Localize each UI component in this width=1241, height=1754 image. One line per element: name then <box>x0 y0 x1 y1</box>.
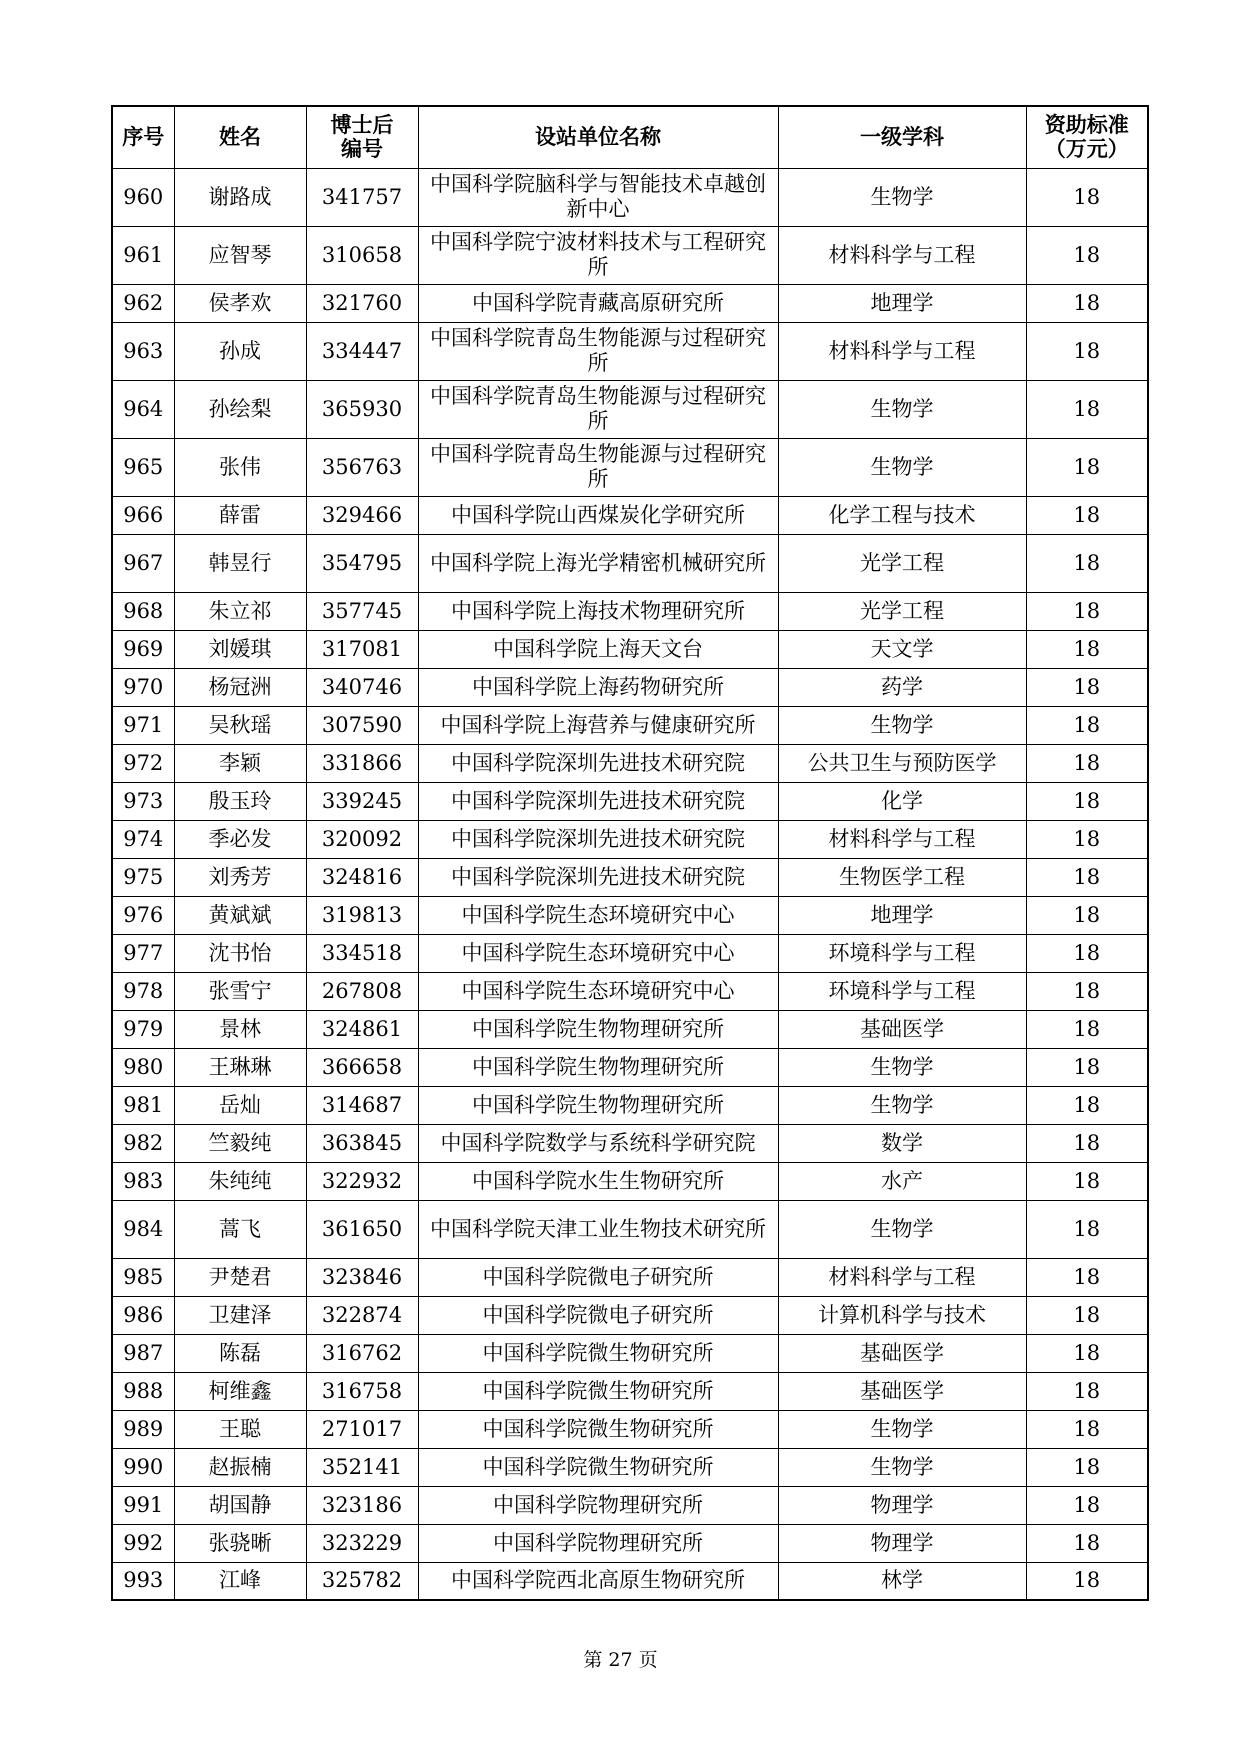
cell-unit: 中国科学院生物物理研究所 <box>418 1086 778 1124</box>
cell-index: 984 <box>112 1200 174 1258</box>
table-row <box>112 284 1148 322</box>
cell-discipline: 药学 <box>778 668 1026 706</box>
cell-funding: 18 <box>1026 1334 1148 1372</box>
cell-name: 薛雷 <box>174 496 306 534</box>
cell-unit: 中国科学院上海营养与健康研究所 <box>418 706 778 744</box>
cell-name: 尹楚君 <box>174 1258 306 1296</box>
cell-postdoc-id: 325782 <box>306 1562 418 1600</box>
cell-name: 谢路成 <box>174 168 306 226</box>
table-row <box>112 1086 1148 1124</box>
cell-discipline: 生物学 <box>778 1200 1026 1258</box>
cell-index: 992 <box>112 1524 174 1562</box>
cell-unit: 中国科学院物理研究所 <box>418 1524 778 1562</box>
cell-name: 黄斌斌 <box>174 896 306 934</box>
cell-funding: 18 <box>1026 284 1148 322</box>
cell-discipline: 生物医学工程 <box>778 858 1026 896</box>
cell-unit: 中国科学院生物物理研究所 <box>418 1048 778 1086</box>
cell-discipline: 环境科学与工程 <box>778 972 1026 1010</box>
cell-name: 应智琴 <box>174 226 306 284</box>
cell-postdoc-id: 331866 <box>306 744 418 782</box>
cell-postdoc-id: 361650 <box>306 1200 418 1258</box>
cell-discipline: 化学工程与技术 <box>778 496 1026 534</box>
cell-unit: 中国科学院微生物研究所 <box>418 1334 778 1372</box>
cell-postdoc-id: 267808 <box>306 972 418 1010</box>
cell-index: 990 <box>112 1448 174 1486</box>
cell-funding: 18 <box>1026 820 1148 858</box>
cell-discipline: 基础医学 <box>778 1372 1026 1410</box>
cell-funding: 18 <box>1026 226 1148 284</box>
cell-discipline: 材料科学与工程 <box>778 226 1026 284</box>
cell-name: 张伟 <box>174 438 306 496</box>
cell-unit: 中国科学院生态环境研究中心 <box>418 972 778 1010</box>
cell-funding: 18 <box>1026 896 1148 934</box>
table-row <box>112 1200 1148 1258</box>
cell-index: 961 <box>112 226 174 284</box>
cell-discipline: 光学工程 <box>778 592 1026 630</box>
cell-name: 竺毅纯 <box>174 1124 306 1162</box>
table-row <box>112 1410 1148 1448</box>
cell-discipline: 基础医学 <box>778 1010 1026 1048</box>
cell-index: 986 <box>112 1296 174 1334</box>
cell-unit: 中国科学院微电子研究所 <box>418 1296 778 1334</box>
cell-index: 981 <box>112 1086 174 1124</box>
cell-postdoc-id: 317081 <box>306 630 418 668</box>
cell-unit: 中国科学院水生生物研究所 <box>418 1162 778 1200</box>
table-row <box>112 934 1148 972</box>
cell-index: 991 <box>112 1486 174 1524</box>
cell-unit: 中国科学院脑科学与智能技术卓越创新中心 <box>418 168 778 226</box>
cell-discipline: 地理学 <box>778 284 1026 322</box>
cell-postdoc-id: 357745 <box>306 592 418 630</box>
cell-index: 989 <box>112 1410 174 1448</box>
cell-unit: 中国科学院深圳先进技术研究院 <box>418 858 778 896</box>
cell-postdoc-id: 323229 <box>306 1524 418 1562</box>
header-postdoc-id: 博士后编号 <box>306 106 418 168</box>
table-row <box>112 858 1148 896</box>
header-name: 姓名 <box>174 106 306 168</box>
cell-postdoc-id: 323846 <box>306 1258 418 1296</box>
cell-name: 张雪宁 <box>174 972 306 1010</box>
table-row <box>112 820 1148 858</box>
table-row <box>112 592 1148 630</box>
cell-unit: 中国科学院上海天文台 <box>418 630 778 668</box>
table-row <box>112 896 1148 934</box>
cell-index: 988 <box>112 1372 174 1410</box>
table-row <box>112 1448 1148 1486</box>
cell-name: 孙成 <box>174 322 306 380</box>
cell-funding: 18 <box>1026 1124 1148 1162</box>
cell-unit: 中国科学院青岛生物能源与过程研究所 <box>418 438 778 496</box>
cell-discipline: 材料科学与工程 <box>778 820 1026 858</box>
cell-index: 982 <box>112 1124 174 1162</box>
cell-discipline: 生物学 <box>778 1048 1026 1086</box>
cell-name: 王琳琳 <box>174 1048 306 1086</box>
cell-postdoc-id: 307590 <box>306 706 418 744</box>
cell-name: 李颖 <box>174 744 306 782</box>
cell-name: 胡国静 <box>174 1486 306 1524</box>
cell-unit: 中国科学院上海技术物理研究所 <box>418 592 778 630</box>
cell-postdoc-id: 316762 <box>306 1334 418 1372</box>
cell-index: 969 <box>112 630 174 668</box>
cell-funding: 18 <box>1026 1524 1148 1562</box>
cell-postdoc-id: 334518 <box>306 934 418 972</box>
cell-discipline: 光学工程 <box>778 534 1026 592</box>
cell-funding: 18 <box>1026 706 1148 744</box>
cell-postdoc-id: 314687 <box>306 1086 418 1124</box>
cell-index: 987 <box>112 1334 174 1372</box>
header-funding: 资助标准（万元） <box>1026 106 1148 168</box>
cell-discipline: 地理学 <box>778 896 1026 934</box>
cell-unit: 中国科学院微生物研究所 <box>418 1372 778 1410</box>
cell-funding: 18 <box>1026 1162 1148 1200</box>
cell-index: 970 <box>112 668 174 706</box>
cell-funding: 18 <box>1026 380 1148 438</box>
cell-funding: 18 <box>1026 668 1148 706</box>
cell-funding: 18 <box>1026 592 1148 630</box>
table-row <box>112 1048 1148 1086</box>
cell-index: 967 <box>112 534 174 592</box>
cell-index: 975 <box>112 858 174 896</box>
cell-unit: 中国科学院山西煤炭化学研究所 <box>418 496 778 534</box>
cell-postdoc-id: 319813 <box>306 896 418 934</box>
cell-index: 971 <box>112 706 174 744</box>
cell-index: 976 <box>112 896 174 934</box>
cell-unit: 中国科学院上海药物研究所 <box>418 668 778 706</box>
cell-unit: 中国科学院微生物研究所 <box>418 1410 778 1448</box>
cell-name: 韩昱行 <box>174 534 306 592</box>
cell-discipline: 数学 <box>778 1124 1026 1162</box>
cell-discipline: 化学 <box>778 782 1026 820</box>
table-row <box>112 972 1148 1010</box>
table-row <box>112 1124 1148 1162</box>
table-row <box>112 706 1148 744</box>
cell-discipline: 计算机科学与技术 <box>778 1296 1026 1334</box>
cell-name: 侯孝欢 <box>174 284 306 322</box>
cell-discipline: 基础医学 <box>778 1334 1026 1372</box>
cell-unit: 中国科学院生态环境研究中心 <box>418 896 778 934</box>
cell-discipline: 生物学 <box>778 1448 1026 1486</box>
cell-funding: 18 <box>1026 168 1148 226</box>
cell-funding: 18 <box>1026 1010 1148 1048</box>
cell-discipline: 生物学 <box>778 438 1026 496</box>
cell-index: 962 <box>112 284 174 322</box>
cell-index: 983 <box>112 1162 174 1200</box>
cell-unit: 中国科学院生态环境研究中心 <box>418 934 778 972</box>
cell-funding: 18 <box>1026 438 1148 496</box>
table-row <box>112 1162 1148 1200</box>
cell-discipline: 水产 <box>778 1162 1026 1200</box>
cell-postdoc-id: 271017 <box>306 1410 418 1448</box>
cell-funding: 18 <box>1026 322 1148 380</box>
table-row <box>112 496 1148 534</box>
cell-unit: 中国科学院深圳先进技术研究院 <box>418 744 778 782</box>
cell-funding: 18 <box>1026 858 1148 896</box>
cell-index: 964 <box>112 380 174 438</box>
table-body <box>112 168 1148 1600</box>
cell-funding: 18 <box>1026 1562 1148 1600</box>
cell-unit: 中国科学院西北高原生物研究所 <box>418 1562 778 1600</box>
cell-name: 朱立祁 <box>174 592 306 630</box>
cell-index: 974 <box>112 820 174 858</box>
header-index: 序号 <box>112 106 174 168</box>
cell-postdoc-id: 329466 <box>306 496 418 534</box>
table-row <box>112 1562 1148 1600</box>
cell-postdoc-id: 321760 <box>306 284 418 322</box>
cell-name: 刘秀芳 <box>174 858 306 896</box>
cell-funding: 18 <box>1026 1448 1148 1486</box>
cell-funding: 18 <box>1026 934 1148 972</box>
cell-postdoc-id: 339245 <box>306 782 418 820</box>
cell-postdoc-id: 334447 <box>306 322 418 380</box>
cell-discipline: 材料科学与工程 <box>778 322 1026 380</box>
cell-funding: 18 <box>1026 1200 1148 1258</box>
table-row <box>112 744 1148 782</box>
cell-unit: 中国科学院天津工业生物技术研究所 <box>418 1200 778 1258</box>
cell-discipline: 生物学 <box>778 706 1026 744</box>
cell-funding: 18 <box>1026 1410 1148 1448</box>
cell-unit: 中国科学院物理研究所 <box>418 1486 778 1524</box>
cell-postdoc-id: 322874 <box>306 1296 418 1334</box>
cell-postdoc-id: 322932 <box>306 1162 418 1200</box>
cell-funding: 18 <box>1026 1372 1148 1410</box>
cell-funding: 18 <box>1026 1086 1148 1124</box>
cell-index: 977 <box>112 934 174 972</box>
cell-unit: 中国科学院宁波材料技术与工程研究所 <box>418 226 778 284</box>
cell-discipline: 林学 <box>778 1562 1026 1600</box>
cell-index: 966 <box>112 496 174 534</box>
cell-name: 杨冠洲 <box>174 668 306 706</box>
cell-unit: 中国科学院微电子研究所 <box>418 1258 778 1296</box>
cell-postdoc-id: 310658 <box>306 226 418 284</box>
table-row <box>112 1372 1148 1410</box>
cell-name: 殷玉玲 <box>174 782 306 820</box>
table-row <box>112 1258 1148 1296</box>
cell-postdoc-id: 365930 <box>306 380 418 438</box>
header-unit: 设站单位名称 <box>418 106 778 168</box>
cell-index: 985 <box>112 1258 174 1296</box>
cell-postdoc-id: 352141 <box>306 1448 418 1486</box>
cell-discipline: 天文学 <box>778 630 1026 668</box>
header-row <box>112 106 1148 168</box>
cell-name: 赵振楠 <box>174 1448 306 1486</box>
cell-funding: 18 <box>1026 1258 1148 1296</box>
cell-index: 978 <box>112 972 174 1010</box>
cell-postdoc-id: 320092 <box>306 820 418 858</box>
cell-funding: 18 <box>1026 1048 1148 1086</box>
header-discipline: 一级学科 <box>778 106 1026 168</box>
table-header <box>112 106 1148 168</box>
cell-name: 景林 <box>174 1010 306 1048</box>
cell-name: 沈书怡 <box>174 934 306 972</box>
cell-unit: 中国科学院数学与系统科学研究院 <box>418 1124 778 1162</box>
cell-index: 968 <box>112 592 174 630</box>
cell-name: 陈磊 <box>174 1334 306 1372</box>
cell-name: 岳灿 <box>174 1086 306 1124</box>
cell-funding: 18 <box>1026 534 1148 592</box>
table-row <box>112 226 1148 284</box>
cell-discipline: 生物学 <box>778 380 1026 438</box>
cell-name: 朱纯纯 <box>174 1162 306 1200</box>
table-row <box>112 1486 1148 1524</box>
table-row <box>112 534 1148 592</box>
cell-index: 993 <box>112 1562 174 1600</box>
cell-name: 柯维鑫 <box>174 1372 306 1410</box>
cell-funding: 18 <box>1026 1486 1148 1524</box>
cell-unit: 中国科学院青岛生物能源与过程研究所 <box>418 380 778 438</box>
cell-postdoc-id: 354795 <box>306 534 418 592</box>
cell-funding: 18 <box>1026 744 1148 782</box>
table-row <box>112 668 1148 706</box>
cell-name: 季必发 <box>174 820 306 858</box>
cell-postdoc-id: 323186 <box>306 1486 418 1524</box>
table-row <box>112 1524 1148 1562</box>
cell-discipline: 物理学 <box>778 1486 1026 1524</box>
cell-postdoc-id: 366658 <box>306 1048 418 1086</box>
cell-name: 张骁晰 <box>174 1524 306 1562</box>
cell-unit: 中国科学院微生物研究所 <box>418 1448 778 1486</box>
cell-unit: 中国科学院上海光学精密机械研究所 <box>418 534 778 592</box>
table-row <box>112 1334 1148 1372</box>
table-row <box>112 782 1148 820</box>
table-row <box>112 630 1148 668</box>
cell-funding: 18 <box>1026 630 1148 668</box>
table-row <box>112 1010 1148 1048</box>
cell-name: 蒿飞 <box>174 1200 306 1258</box>
cell-discipline: 公共卫生与预防医学 <box>778 744 1026 782</box>
cell-discipline: 生物学 <box>778 1410 1026 1448</box>
cell-unit: 中国科学院生物物理研究所 <box>418 1010 778 1048</box>
cell-index: 963 <box>112 322 174 380</box>
cell-unit: 中国科学院深圳先进技术研究院 <box>418 782 778 820</box>
cell-postdoc-id: 324816 <box>306 858 418 896</box>
cell-discipline: 生物学 <box>778 168 1026 226</box>
table-row <box>112 438 1148 496</box>
cell-funding: 18 <box>1026 972 1148 1010</box>
table-row <box>112 322 1148 380</box>
cell-postdoc-id: 340746 <box>306 668 418 706</box>
table-row <box>112 168 1148 226</box>
cell-unit: 中国科学院深圳先进技术研究院 <box>418 820 778 858</box>
cell-index: 972 <box>112 744 174 782</box>
cell-index: 960 <box>112 168 174 226</box>
cell-index: 979 <box>112 1010 174 1048</box>
cell-index: 965 <box>112 438 174 496</box>
cell-funding: 18 <box>1026 782 1148 820</box>
table-row <box>112 380 1148 438</box>
cell-index: 973 <box>112 782 174 820</box>
cell-funding: 18 <box>1026 1296 1148 1334</box>
cell-name: 王聪 <box>174 1410 306 1448</box>
cell-discipline: 环境科学与工程 <box>778 934 1026 972</box>
cell-name: 孙绘梨 <box>174 380 306 438</box>
cell-index: 980 <box>112 1048 174 1086</box>
cell-discipline: 材料科学与工程 <box>778 1258 1026 1296</box>
cell-postdoc-id: 341757 <box>306 168 418 226</box>
postdoc-funding-table <box>111 105 1149 1601</box>
cell-postdoc-id: 316758 <box>306 1372 418 1410</box>
page-number: 第 27 页 <box>583 1649 658 1671</box>
cell-name: 刘媛琪 <box>174 630 306 668</box>
cell-discipline: 物理学 <box>778 1524 1026 1562</box>
cell-funding: 18 <box>1026 496 1148 534</box>
cell-unit: 中国科学院青藏高原研究所 <box>418 284 778 322</box>
cell-name: 吴秋瑶 <box>174 706 306 744</box>
cell-unit: 中国科学院青岛生物能源与过程研究所 <box>418 322 778 380</box>
cell-postdoc-id: 324861 <box>306 1010 418 1048</box>
cell-discipline: 生物学 <box>778 1086 1026 1124</box>
cell-name: 江峰 <box>174 1562 306 1600</box>
cell-postdoc-id: 363845 <box>306 1124 418 1162</box>
cell-name: 卫建泽 <box>174 1296 306 1334</box>
cell-postdoc-id: 356763 <box>306 438 418 496</box>
table-row <box>112 1296 1148 1334</box>
